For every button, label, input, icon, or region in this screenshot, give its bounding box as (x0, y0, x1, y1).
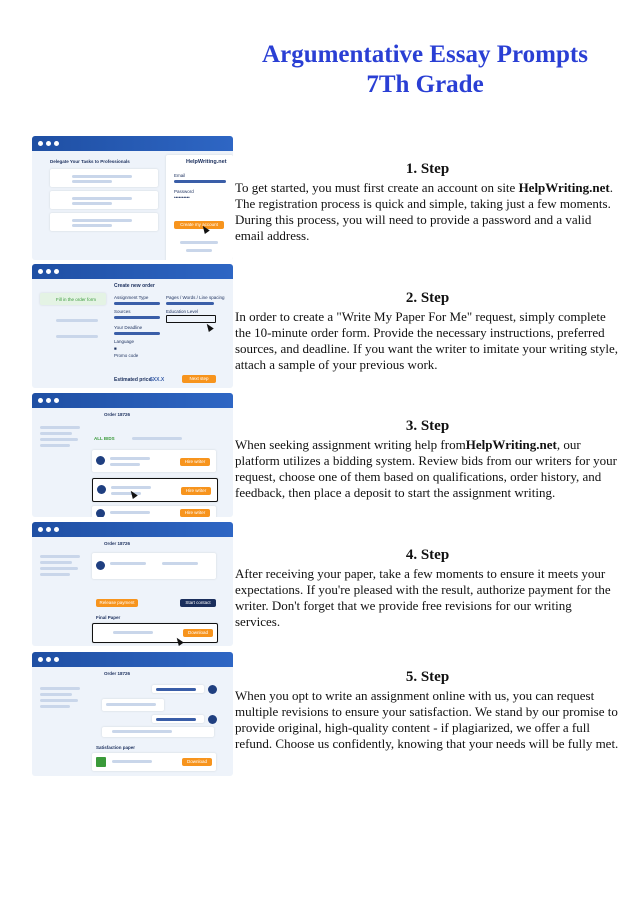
browser-bar (32, 393, 233, 408)
step-text: To get started, you must first create an account on site HelpWriting.net. The registration process is quick and simple, taking just a few moments. During this process, you will need to provide a password and a valid email address. (235, 180, 613, 243)
writer-bid-card-selected (92, 478, 218, 502)
step-text: When you opt to write an assignment online with us, you can request multiple revisions to ensure your satisfaction. We stand by our promise to provide original, high-quality content - if plagiarized, we offer a full refund. Choose us confidently, knowing that your needs will be fully met. (235, 688, 619, 751)
step-heading: 1. Step (405, 161, 450, 177)
step-heading: 5. Step (405, 669, 450, 685)
order-form-heading: Create new order (114, 283, 155, 289)
download-button[interactable]: Download (183, 629, 213, 637)
assignment-type-select[interactable] (114, 302, 160, 305)
hire-writer-button[interactable]: Hire writer (180, 509, 210, 517)
screenshot-revisions (32, 652, 233, 776)
title-line-2: 7Th Grade (366, 71, 484, 98)
step-4 (235, 546, 620, 630)
chat-message (102, 699, 164, 711)
writer-card (92, 553, 216, 579)
window-dot-icon (38, 269, 43, 274)
window-dot-icon (46, 657, 51, 662)
window-dot-icon (46, 527, 51, 532)
window-dot-icon (54, 141, 59, 146)
password-field[interactable]: •••••••••• (174, 195, 190, 200)
education-level-label: Education Level (166, 309, 199, 314)
next-step-button[interactable]: Next step (182, 375, 216, 383)
brand-name: HelpWriting.net (465, 437, 557, 452)
sources-label: Sources (114, 309, 131, 314)
browser-bar (32, 136, 233, 151)
chat-message (152, 685, 204, 693)
feature-card (50, 169, 158, 187)
cursor-icon (204, 322, 214, 332)
step-text: In order to create a "Write My Paper For Me" request, simply complete the 10-minute order form. Provide the necessary instructions, preferred sources, and deadline. If you want the writer to imitate your writing style, attach a sample of your previous work. (235, 309, 619, 372)
window-dot-icon (46, 141, 51, 146)
writer-avatar (97, 485, 106, 494)
satisfaction-paper-label: Satisfaction paper (96, 745, 136, 750)
user-avatar (208, 685, 217, 694)
browser-bar (32, 264, 233, 279)
assignment-type-label: Assignment Type (114, 295, 149, 300)
order-number: Order 18726 (104, 671, 131, 676)
final-paper-card (92, 753, 216, 771)
step-text: When seeking assignment writing help fromHelpWriting.net, our platform utilizes a bidding system. Review bids from our writers for your request, choose one of them based on qualifications, order history, and feedback, then place a deposit to start the assignment writing. (235, 437, 617, 500)
window-dot-icon (54, 657, 59, 662)
screenshot-final-paper (32, 522, 233, 646)
window-dot-icon (38, 657, 43, 662)
step-text: After receiving your paper, take a few moments to ensure it meets your expectations. If you're pleased with the result, authorize payment for the writer. Don't forget that we provide free revisions for our writing services. (235, 566, 611, 629)
flag-icon: ■ (114, 346, 117, 351)
registration-heading: Delegate Your Tasks to Professionals (50, 159, 130, 164)
step-3 (235, 417, 620, 501)
screenshot-registration (32, 136, 233, 260)
writer-bid-card (92, 450, 216, 472)
step-2 (235, 289, 620, 373)
title-line-1: Argumentative Essay Prompts (262, 41, 588, 68)
screenshot-bids (32, 393, 233, 517)
window-dot-icon (38, 398, 43, 403)
window-dot-icon (38, 141, 43, 146)
language-label: Language (114, 339, 135, 344)
estimated-price-value: $XX.X (150, 377, 165, 383)
window-dot-icon (46, 269, 51, 274)
sources-field[interactable] (114, 316, 160, 319)
brand-name: HelpWriting.net (518, 180, 610, 195)
download-button[interactable]: Download (182, 758, 212, 766)
final-paper-label: Final Paper (96, 615, 121, 620)
step-5 (235, 668, 620, 752)
order-step-chip: Fill in the order form (40, 293, 106, 305)
deadline-field[interactable] (114, 332, 160, 335)
step-heading: 3. Step (405, 418, 450, 434)
order-number: Order 18726 (104, 412, 131, 417)
start-contact-button[interactable]: Start contact (180, 599, 216, 607)
page-title (230, 40, 620, 100)
final-paper-card (92, 623, 218, 643)
pages-select[interactable] (166, 302, 214, 305)
step-heading: 2. Step (405, 290, 450, 306)
promo-label: Promo code (114, 353, 139, 358)
release-payment-button[interactable]: Release payment (96, 599, 138, 607)
writer-avatar (96, 456, 105, 465)
writer-avatar (96, 509, 105, 517)
message-input[interactable] (102, 727, 214, 737)
window-dot-icon (46, 398, 51, 403)
browser-bar (32, 652, 233, 667)
chat-message (152, 715, 204, 723)
email-label: Email (174, 173, 186, 178)
document-icon (96, 757, 106, 767)
pages-label: Pages / Words / Line spacing (166, 295, 225, 300)
email-field[interactable] (174, 180, 226, 183)
order-number: Order 18726 (104, 541, 131, 546)
writer-bid-card (92, 506, 216, 517)
screenshot-order-form (32, 264, 233, 388)
step-heading: 4. Step (405, 547, 450, 563)
all-bids-badge[interactable]: ALL BIDS (94, 436, 115, 441)
estimated-price-label: Estimated price (114, 377, 152, 383)
hire-writer-button[interactable]: Hire writer (180, 458, 210, 466)
deadline-label: Your Deadline (114, 325, 143, 330)
writer-avatar (96, 561, 105, 570)
window-dot-icon (54, 527, 59, 532)
feature-card (50, 213, 158, 231)
window-dot-icon (38, 527, 43, 532)
browser-bar (32, 522, 233, 537)
user-avatar (208, 715, 217, 724)
step-1 (235, 160, 620, 244)
hire-writer-button[interactable]: Hire writer (181, 487, 211, 495)
window-dot-icon (54, 398, 59, 403)
password-label: Password (174, 189, 194, 194)
feature-card (50, 191, 158, 209)
window-dot-icon (54, 269, 59, 274)
site-logo: HelpWriting.net (186, 159, 227, 165)
create-account-button[interactable]: Create my account (174, 221, 224, 229)
signup-form (166, 155, 233, 260)
